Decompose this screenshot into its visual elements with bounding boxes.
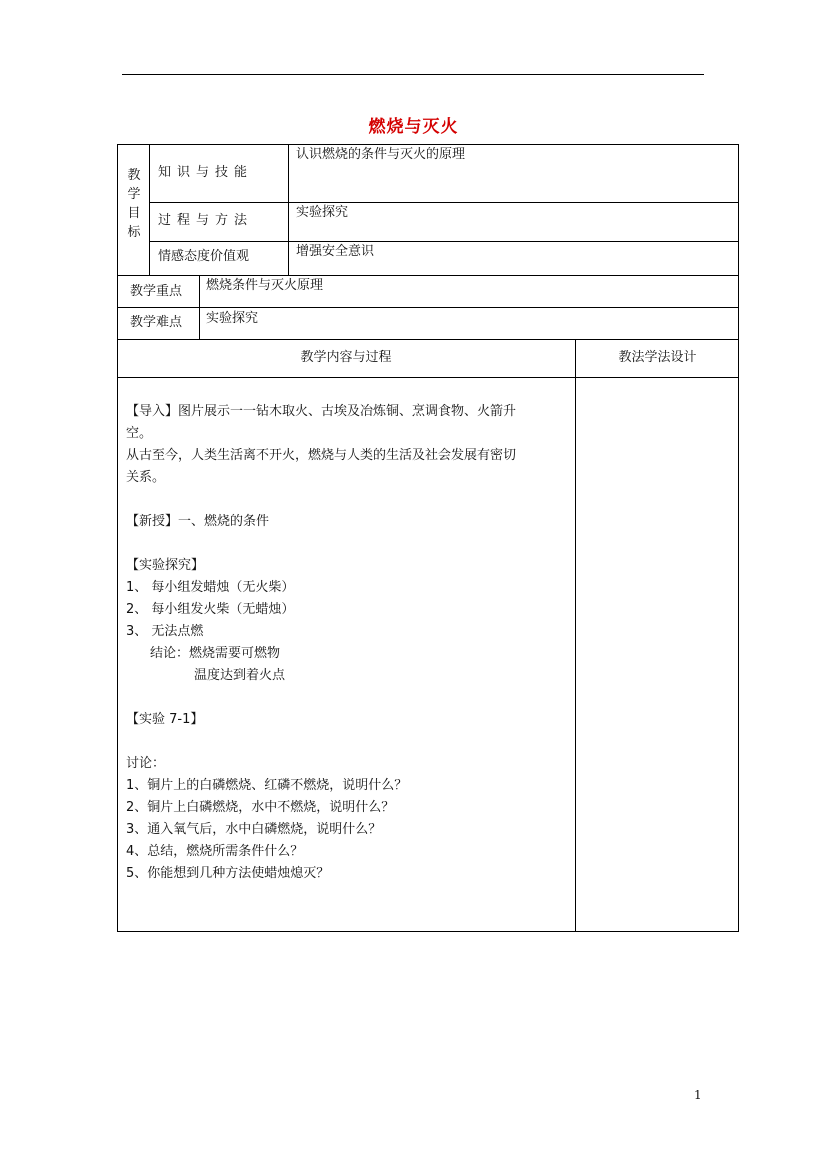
step-item: 1、 每小组发蜡烛（无火柴） [126,580,295,595]
question-item: 1、铜片上的白磷燃烧、红磷不燃烧，说明什么？ [126,778,408,793]
discussion-label: 讨论： [126,756,166,771]
experiment-heading: 【实验探究】 [126,558,205,573]
key-point-label: 教学重点 [130,284,183,299]
experiment-7-1-heading: 【实验 7-1】 [126,712,204,727]
header-rule [122,74,704,75]
conclusion-line: 温度达到着火点 [194,668,286,683]
lesson-content [126,401,566,885]
intro-line: 空。 [126,426,153,441]
key-point-value: 燃烧条件与灭火原理 [206,278,324,293]
new-lesson-heading: 【新授】一、燃烧的条件 [126,514,270,529]
question-item: 5、你能想到几种方法使蜡烛熄灭？ [126,866,330,881]
intro-line: 从古至今，人类生活离不开火，燃烧与人类的生活及社会发展有密切 [126,448,517,463]
intro-line: 【导入】图片展示一一钻木取火、古埃及冶炼铜、烹调食物、火箭升 [126,404,517,419]
step-item: 2、 每小组发火柴（无蜡烛） [126,602,295,617]
conclusion-line: 结论：燃烧需要可燃物 [150,646,281,661]
page-number: 1 [694,1088,702,1102]
intro-line: 关系。 [126,470,166,485]
question-item: 2、铜片上白磷燃烧，水中不燃烧，说明什么？ [126,800,395,815]
goal-label-process: 过程与方法 [158,213,254,228]
page-title: 燃烧与灭火 [368,117,459,137]
goal-value-attitude: 增强安全意识 [296,244,375,259]
goals-label: 教 学 目 标 [127,168,141,240]
difficult-point-value: 实验探究 [206,311,259,326]
design-column-header: 教法学法设计 [618,350,697,365]
goal-label-attitude: 情感态度价值观 [158,249,250,264]
step-item: 3、 无法点燃 [126,624,204,639]
content-column-header: 教学内容与过程 [300,350,392,365]
difficult-point-label: 教学难点 [130,315,183,330]
goal-label-knowledge: 知识与技能 [158,165,254,180]
question-item: 4、总结，燃烧所需条件什么？ [126,844,304,859]
goal-value-process: 实验探究 [296,205,349,220]
goal-value-knowledge: 认识燃烧的条件与灭火的原理 [296,147,466,162]
question-item: 3、通入氧气后，水中白磷燃烧，说明什么？ [126,822,382,837]
